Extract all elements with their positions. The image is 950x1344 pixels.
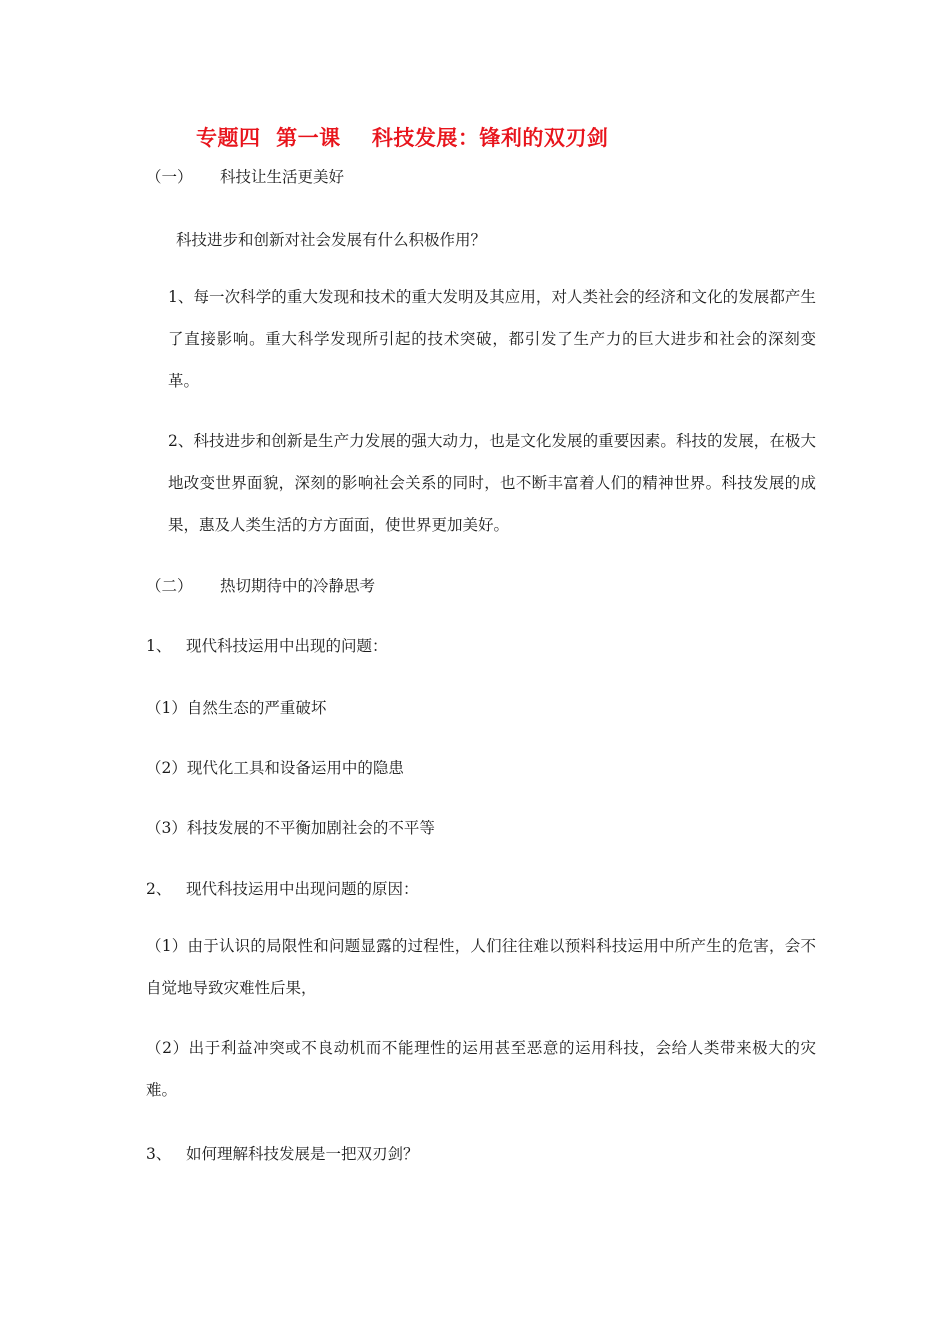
reason-1-text: （1）由于认识的局限性和问题显露的过程性，人们往往难以预料科技运用中所产生的危害，会不自觉地导致灾难性后果， — [146, 937, 816, 997]
paragraph-1-text: 1、每一次科学的重大发现和技术的重大发明及其应用，对人类社会的经济和文化的发展都产生了直接影响。重大科学发现所引起的技术突破，都引发了生产力的巨大进步和社会的深刻变革。 — [168, 288, 816, 390]
problem-item: （1）自然生态的严重破坏 — [146, 699, 327, 717]
item-3-number: 3、 — [146, 1145, 172, 1163]
item-2-number: 2、 — [146, 880, 172, 898]
section-1-heading: 科技让生活更美好 — [220, 168, 345, 186]
section-2-number: （二） — [146, 577, 193, 595]
page-title: 专题四 第一课 科技发展：锋利的双刃剑 — [196, 126, 609, 150]
reason-1 — [146, 925, 816, 1009]
problem-item: （3）科技发展的不平衡加剧社会的不平等 — [146, 819, 435, 837]
question-text: 科技进步和创新对社会发展有什么积极作用？ — [176, 231, 487, 249]
item-1-text: 现代科技运用中出现的问题： — [186, 637, 388, 655]
item-3-text: 如何理解科技发展是一把双刃剑？ — [186, 1145, 419, 1163]
paragraph-1 — [146, 276, 816, 402]
item-1-number: 1、 — [146, 637, 172, 655]
section-1-number: （一） — [146, 168, 193, 186]
item-2-text: 现代科技运用中出现问题的原因： — [186, 880, 419, 898]
section-2-heading: 热切期待中的冷静思考 — [220, 577, 376, 595]
paragraph-2-text: 2、科技进步和创新是生产力发展的强大动力，也是文化发展的重要因素。科技的发展，在极大地改变世界面貌，深刻的影响社会关系的同时，也不断丰富着人们的精神世界。科技发展的成果，惠及人类生活的方方面面，使世界更加美好。 — [168, 432, 816, 534]
reason-2-text: （2）出于利益冲突或不良动机而不能理性的运用甚至恶意的运用科技，会给人类带来极大的灾难。 — [146, 1039, 816, 1099]
reason-2 — [146, 1027, 816, 1111]
paragraph-2 — [146, 420, 816, 546]
problem-item: （2）现代化工具和设备运用中的隐患 — [146, 759, 404, 777]
